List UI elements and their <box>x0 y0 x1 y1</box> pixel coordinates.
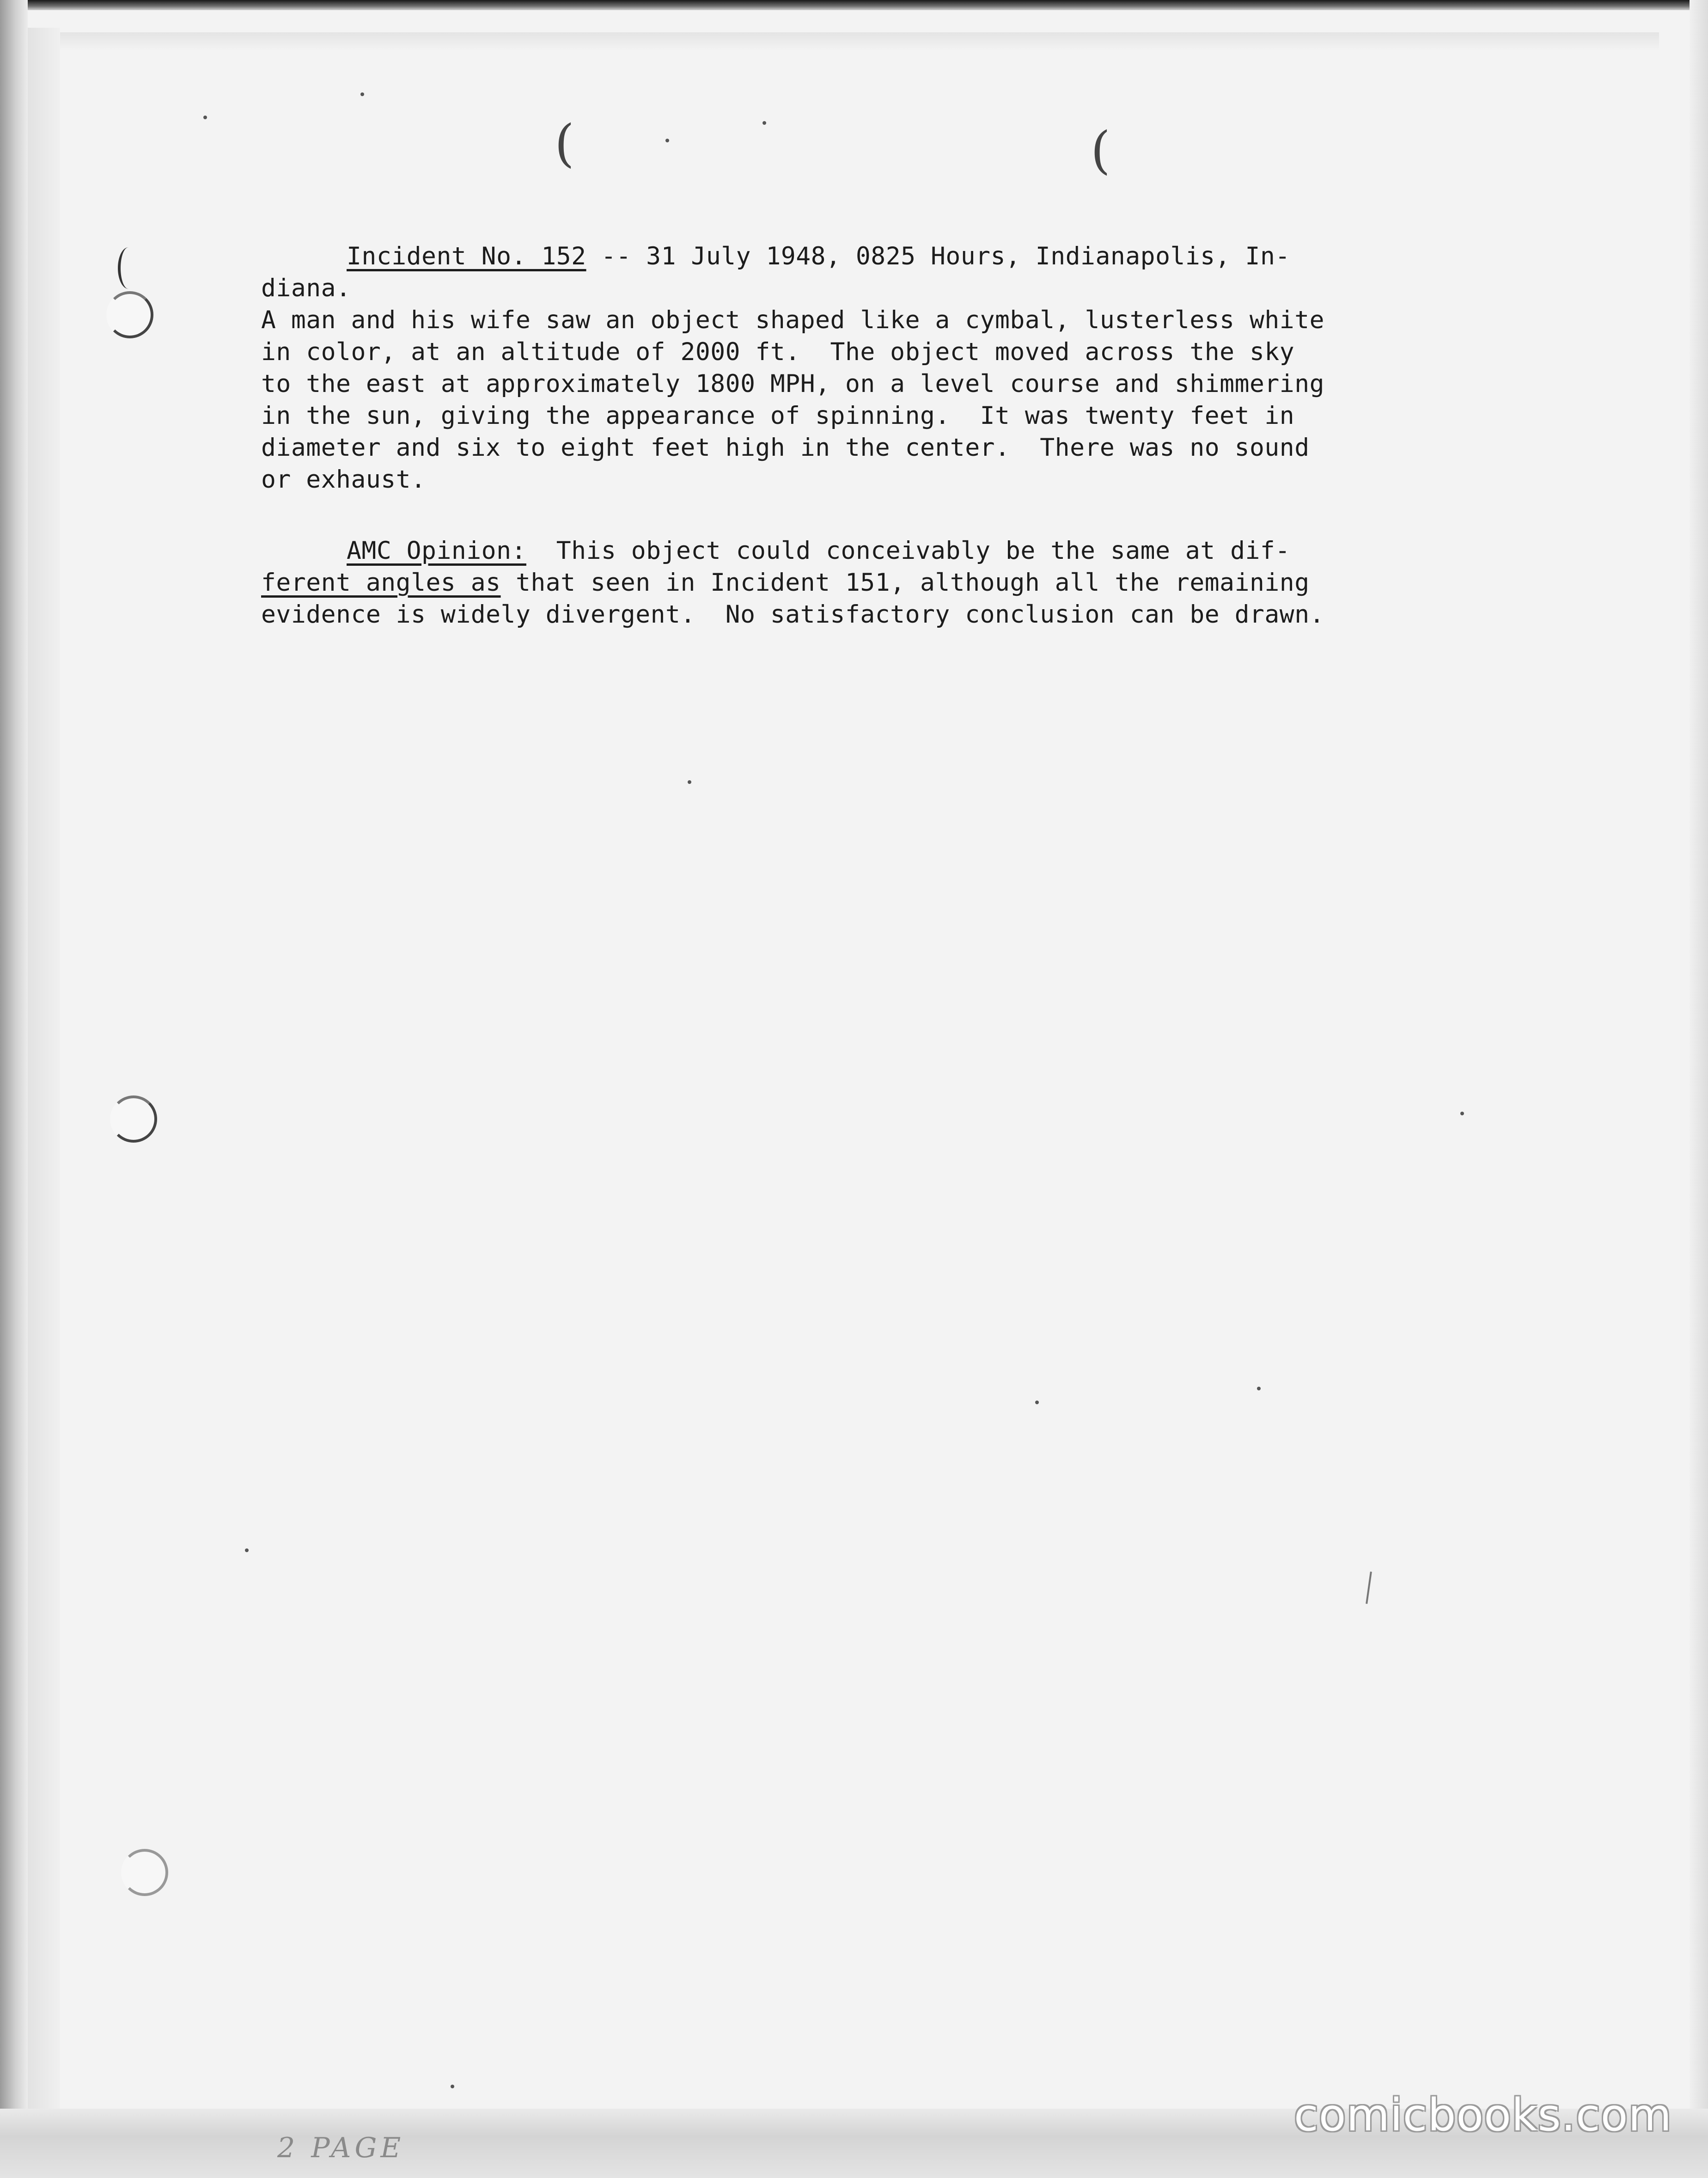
site-watermark: comicbooks.com <box>1293 2089 1672 2141</box>
page-top-edge <box>0 0 1708 10</box>
page-left-margin-shadow <box>28 28 60 2135</box>
opinion-line <box>261 567 1444 599</box>
page-right-edge <box>1690 0 1708 2178</box>
dust-speck <box>688 780 691 784</box>
incident-heading <box>261 240 1444 272</box>
bottom-handwriting: 2 PAGE <box>277 2132 405 2164</box>
dust-speck <box>451 2085 454 2088</box>
incident-heading-cont: diana. <box>261 274 351 302</box>
incident-number: Incident No. 152 <box>347 242 586 270</box>
opinion-label: AMC Opinion: <box>347 537 526 565</box>
margin-paren-right: ( <box>1091 121 1110 180</box>
body-line: to the east at approximately 1800 MPH, on a level course and shimmering <box>261 370 1325 398</box>
dust-speck <box>1257 1387 1261 1390</box>
report-text <box>261 240 1444 630</box>
body-line: in color, at an altitude of 2000 ft. The object moved across the sky <box>261 338 1295 366</box>
body-line: diameter and six to eight feet high in the center. There was no sound <box>261 434 1310 462</box>
dust-speck <box>203 116 207 119</box>
punch-hole-middle <box>110 1095 157 1143</box>
dust-speck <box>360 92 364 96</box>
opinion-line <box>261 535 1444 567</box>
body-line: or exhaust. <box>261 465 426 494</box>
dust-speck <box>245 1548 249 1552</box>
opinion-text: that seen in Incident 151, although all the remaining <box>500 569 1310 597</box>
page-left-edge <box>0 0 28 2178</box>
margin-paren-left: ( <box>555 114 574 173</box>
dust-speck <box>762 121 766 125</box>
opinion-line: evidence is widely divergent. No satisfactory conclusion can be drawn. <box>261 600 1325 629</box>
punch-hole-top <box>106 291 153 338</box>
opinion-text: This object could conceivably be the same at dif- <box>526 537 1290 565</box>
body-line: in the sun, giving the appearance of spinning. It was twenty feet in <box>261 402 1295 430</box>
dust-speck <box>1035 1401 1039 1404</box>
page-inner-top-shadow <box>60 32 1659 51</box>
incident-date-location: -- 31 July 1948, 0825 Hours, Indianapolis, In- <box>586 242 1290 270</box>
punch-hole-bottom <box>121 1849 168 1896</box>
pencil-tick-mark <box>1366 1572 1372 1604</box>
opinion-underlined-text: ferent angles as <box>261 569 501 597</box>
dust-speck <box>1460 1112 1464 1115</box>
dust-speck <box>665 139 669 142</box>
paragraph-gap <box>261 496 1444 535</box>
body-line: A man and his wife saw an object shaped like a cymbal, lusterless white <box>261 306 1325 334</box>
punch-hole-bracket <box>118 247 139 289</box>
